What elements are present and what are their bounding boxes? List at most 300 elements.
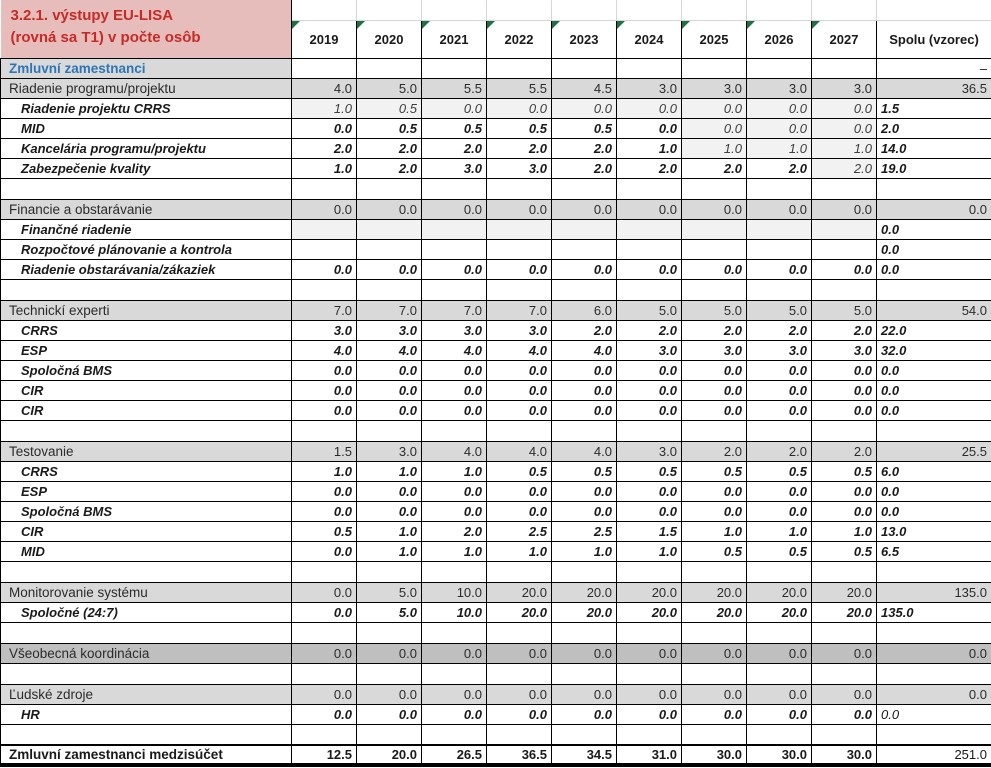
header-strip-cell[interactable] [357,0,422,20]
year-value-cell[interactable]: 2.0 [812,158,877,178]
year-value-cell[interactable]: 4.0 [422,441,487,461]
year-value-cell[interactable]: 3.0 [747,340,812,360]
year-value-cell[interactable] [357,420,422,441]
year-value-cell[interactable]: 1.0 [487,541,552,561]
year-value-cell[interactable]: 0.0 [812,481,877,501]
year-value-cell[interactable]: 0.0 [617,199,682,219]
year-value-cell[interactable]: 0.0 [682,259,747,279]
year-value-cell[interactable]: 2.0 [747,158,812,178]
year-value-cell[interactable]: 2.0 [747,441,812,461]
header-strip-cell[interactable] [877,0,991,20]
row-label[interactable]: Riadenie programu/projektu [1,78,292,98]
year-value-cell[interactable] [422,219,487,239]
total-value-cell[interactable]: 0.0 [877,704,991,724]
year-value-cell[interactable] [292,239,357,259]
total-value-cell[interactable] [877,561,991,582]
total-header-cell[interactable] [877,20,991,58]
empty-cell[interactable] [1,622,292,643]
year-value-cell[interactable]: 5.0 [357,78,422,98]
year-value-cell[interactable]: 1.0 [292,98,357,118]
year-value-cell[interactable] [487,178,552,199]
year-value-cell[interactable]: 0.5 [357,98,422,118]
year-header-cell[interactable] [292,20,357,58]
year-value-cell[interactable] [812,239,877,259]
year-value-cell[interactable]: 3.0 [292,320,357,340]
year-value-cell[interactable]: 3.0 [747,78,812,98]
total-value-cell[interactable]: – [877,58,991,78]
year-value-cell[interactable]: 1.0 [422,541,487,561]
year-value-cell[interactable]: 30.0 [812,745,877,765]
year-value-cell[interactable] [487,219,552,239]
year-value-cell[interactable]: 4.0 [487,340,552,360]
year-value-cell[interactable]: 0.0 [812,684,877,704]
year-value-cell[interactable]: 0.0 [617,259,682,279]
year-value-cell[interactable]: 2.0 [552,158,617,178]
year-value-cell[interactable]: 0.0 [292,602,357,622]
year-value-cell[interactable] [357,724,422,745]
year-value-cell[interactable]: 1.0 [812,138,877,158]
year-value-cell[interactable] [422,239,487,259]
year-value-cell[interactable]: 0.0 [292,501,357,521]
year-value-cell[interactable]: 4.5 [552,78,617,98]
year-value-cell[interactable]: 30.0 [682,745,747,765]
year-value-cell[interactable] [422,279,487,300]
year-value-cell[interactable]: 0.0 [682,643,747,663]
total-value-cell[interactable]: 0.0 [877,400,991,420]
year-value-cell[interactable]: 0.5 [552,118,617,138]
year-value-cell[interactable] [747,724,812,745]
year-value-cell[interactable]: 4.0 [292,78,357,98]
year-value-cell[interactable]: 0.0 [357,481,422,501]
row-label[interactable]: Zabezpečenie kvality [1,158,292,178]
year-value-cell[interactable] [552,561,617,582]
year-value-cell[interactable] [357,663,422,684]
year-value-cell[interactable] [682,420,747,441]
year-value-cell[interactable]: 0.0 [552,360,617,380]
year-value-cell[interactable]: 4.0 [487,441,552,461]
year-value-cell[interactable] [552,663,617,684]
year-value-cell[interactable]: 0.0 [617,704,682,724]
header-strip-cell[interactable] [812,0,877,20]
year-value-cell[interactable]: 0.0 [682,380,747,400]
year-value-cell[interactable]: 0.0 [357,704,422,724]
row-label[interactable]: Riadenie projektu CRRS [1,98,292,118]
year-value-cell[interactable]: 1.0 [357,541,422,561]
row-label[interactable]: Spoločná BMS [1,360,292,380]
year-value-cell[interactable]: 0.0 [357,199,422,219]
year-value-cell[interactable] [357,178,422,199]
year-value-cell[interactable]: 0.0 [422,380,487,400]
year-value-cell[interactable]: 0.0 [747,481,812,501]
year-value-cell[interactable]: 0.0 [682,360,747,380]
total-value-cell[interactable]: 6.0 [877,461,991,481]
year-value-cell[interactable]: 3.0 [812,78,877,98]
row-label[interactable]: CIR [1,521,292,541]
year-value-cell[interactable] [487,724,552,745]
table-title-cell[interactable] [1,0,292,58]
year-value-cell[interactable]: 0.0 [487,360,552,380]
year-value-cell[interactable]: 0.0 [357,684,422,704]
year-value-cell[interactable]: 0.0 [487,380,552,400]
year-value-cell[interactable]: 4.0 [552,441,617,461]
year-value-cell[interactable]: 0.0 [552,704,617,724]
year-value-cell[interactable]: 6.0 [552,300,617,320]
year-value-cell[interactable]: 0.0 [292,118,357,138]
year-value-cell[interactable] [292,420,357,441]
year-value-cell[interactable]: 0.0 [812,643,877,663]
year-value-cell[interactable]: 0.0 [422,360,487,380]
year-value-cell[interactable]: 1.0 [682,521,747,541]
year-value-cell[interactable]: 5.5 [422,78,487,98]
year-value-cell[interactable]: 1.0 [747,138,812,158]
year-value-cell[interactable]: 0.5 [487,118,552,138]
year-value-cell[interactable] [487,420,552,441]
year-value-cell[interactable]: 0.0 [487,501,552,521]
year-value-cell[interactable] [812,58,877,78]
year-value-cell[interactable]: 5.0 [682,300,747,320]
year-value-cell[interactable]: 3.0 [422,320,487,340]
row-label[interactable]: ESP [1,481,292,501]
year-value-cell[interactable] [552,178,617,199]
total-value-cell[interactable]: 2.0 [877,118,991,138]
year-value-cell[interactable]: 5.5 [487,78,552,98]
year-header-cell[interactable] [487,20,552,58]
year-value-cell[interactable]: 0.0 [487,704,552,724]
year-value-cell[interactable]: 0.0 [617,360,682,380]
year-value-cell[interactable]: 0.0 [487,481,552,501]
year-value-cell[interactable]: 0.0 [552,199,617,219]
year-value-cell[interactable] [552,219,617,239]
row-label[interactable]: Testovanie [1,441,292,461]
year-value-cell[interactable]: 2.0 [487,138,552,158]
year-value-cell[interactable]: 7.0 [422,300,487,320]
year-value-cell[interactable]: 0.0 [292,684,357,704]
year-value-cell[interactable]: 20.0 [357,745,422,765]
year-value-cell[interactable]: 20.0 [812,582,877,602]
year-value-cell[interactable]: 0.0 [292,704,357,724]
header-strip-cell[interactable] [617,0,682,20]
year-value-cell[interactable]: 0.0 [747,684,812,704]
year-value-cell[interactable]: 0.0 [747,118,812,138]
year-value-cell[interactable]: 0.0 [422,199,487,219]
year-value-cell[interactable]: 0.0 [747,199,812,219]
year-value-cell[interactable]: 0.0 [682,481,747,501]
year-value-cell[interactable] [747,420,812,441]
year-value-cell[interactable]: 0.0 [812,98,877,118]
year-value-cell[interactable]: 0.0 [747,400,812,420]
year-value-cell[interactable] [617,561,682,582]
year-value-cell[interactable]: 0.0 [552,259,617,279]
total-value-cell[interactable] [877,178,991,199]
year-value-cell[interactable]: 0.0 [552,400,617,420]
total-value-cell[interactable] [877,663,991,684]
total-value-cell[interactable] [877,622,991,643]
total-value-cell[interactable]: 135.0 [877,582,991,602]
year-value-cell[interactable] [617,724,682,745]
year-value-cell[interactable] [552,58,617,78]
total-value-cell[interactable]: 0.0 [877,481,991,501]
row-label[interactable]: Technickí experti [1,300,292,320]
year-value-cell[interactable] [357,622,422,643]
year-value-cell[interactable] [357,58,422,78]
year-value-cell[interactable]: 0.5 [812,541,877,561]
year-header-cell[interactable] [682,20,747,58]
empty-cell[interactable] [1,561,292,582]
year-value-cell[interactable] [812,724,877,745]
total-value-cell[interactable]: 135.0 [877,602,991,622]
year-value-cell[interactable]: 1.0 [812,521,877,541]
year-value-cell[interactable]: 0.5 [422,118,487,138]
year-value-cell[interactable]: 26.5 [422,745,487,765]
year-value-cell[interactable] [682,663,747,684]
year-value-cell[interactable] [617,663,682,684]
year-value-cell[interactable]: 0.0 [682,98,747,118]
year-value-cell[interactable]: 0.5 [292,521,357,541]
year-value-cell[interactable]: 0.0 [292,541,357,561]
year-value-cell[interactable]: 20.0 [552,602,617,622]
year-value-cell[interactable] [747,663,812,684]
year-value-cell[interactable] [617,58,682,78]
year-value-cell[interactable] [747,178,812,199]
year-header-cell[interactable] [812,20,877,58]
year-value-cell[interactable]: 20.0 [617,582,682,602]
year-value-cell[interactable] [747,561,812,582]
year-value-cell[interactable]: 0.0 [617,643,682,663]
year-value-cell[interactable]: 0.0 [487,98,552,118]
total-value-cell[interactable] [877,279,991,300]
total-value-cell[interactable]: 0.0 [877,199,991,219]
year-value-cell[interactable]: 0.0 [487,400,552,420]
year-value-cell[interactable]: 0.0 [292,259,357,279]
year-value-cell[interactable]: 0.0 [357,643,422,663]
year-value-cell[interactable]: 0.0 [812,118,877,138]
year-value-cell[interactable] [422,724,487,745]
year-value-cell[interactable]: 0.0 [357,380,422,400]
year-value-cell[interactable]: 0.0 [617,400,682,420]
year-value-cell[interactable] [487,279,552,300]
year-value-cell[interactable]: 7.0 [292,300,357,320]
year-value-cell[interactable]: 0.5 [357,118,422,138]
year-value-cell[interactable] [292,561,357,582]
year-value-cell[interactable] [422,58,487,78]
year-value-cell[interactable]: 1.0 [552,541,617,561]
total-value-cell[interactable]: 251.0 [877,745,991,765]
total-value-cell[interactable]: 6.5 [877,541,991,561]
row-label[interactable]: ESP [1,340,292,360]
year-value-cell[interactable]: 20.0 [617,602,682,622]
year-value-cell[interactable]: 0.0 [617,118,682,138]
year-value-cell[interactable]: 0.0 [812,380,877,400]
year-value-cell[interactable] [487,239,552,259]
year-value-cell[interactable] [292,724,357,745]
year-value-cell[interactable]: 2.0 [617,158,682,178]
year-value-cell[interactable]: 2.0 [552,138,617,158]
row-label[interactable]: Spoločné (24:7) [1,602,292,622]
year-value-cell[interactable]: 0.0 [812,501,877,521]
year-value-cell[interactable]: 2.0 [812,320,877,340]
year-value-cell[interactable] [357,239,422,259]
empty-cell[interactable] [1,420,292,441]
header-strip-cell[interactable] [682,0,747,20]
year-value-cell[interactable] [552,622,617,643]
total-value-cell[interactable]: 54.0 [877,300,991,320]
total-value-cell[interactable]: 0.0 [877,219,991,239]
year-value-cell[interactable] [422,178,487,199]
year-value-cell[interactable] [747,239,812,259]
year-value-cell[interactable] [552,279,617,300]
year-value-cell[interactable] [292,58,357,78]
year-value-cell[interactable]: 0.5 [552,461,617,481]
year-value-cell[interactable]: 0.0 [422,684,487,704]
header-strip-cell[interactable] [487,0,552,20]
year-value-cell[interactable] [682,178,747,199]
year-value-cell[interactable]: 0.0 [487,199,552,219]
year-value-cell[interactable] [617,279,682,300]
row-label[interactable]: CIR [1,380,292,400]
row-label[interactable]: HR [1,704,292,724]
year-value-cell[interactable]: 0.0 [747,704,812,724]
year-value-cell[interactable]: 0.5 [487,461,552,481]
year-value-cell[interactable]: 0.0 [812,360,877,380]
year-value-cell[interactable]: 0.0 [617,501,682,521]
year-value-cell[interactable]: 0.0 [357,259,422,279]
year-value-cell[interactable]: 34.5 [552,745,617,765]
year-value-cell[interactable]: 0.5 [747,541,812,561]
year-value-cell[interactable]: 3.0 [357,441,422,461]
year-value-cell[interactable]: 0.5 [682,461,747,481]
year-value-cell[interactable]: 0.0 [292,400,357,420]
total-value-cell[interactable]: 36.5 [877,78,991,98]
year-header-cell[interactable] [617,20,682,58]
year-value-cell[interactable]: 4.0 [292,340,357,360]
year-value-cell[interactable]: 12.5 [292,745,357,765]
year-value-cell[interactable]: 2.0 [682,158,747,178]
total-value-cell[interactable]: 1.5 [877,98,991,118]
year-value-cell[interactable]: 0.0 [682,704,747,724]
header-strip-cell[interactable] [747,0,812,20]
row-label[interactable]: CRRS [1,320,292,340]
year-value-cell[interactable] [357,219,422,239]
year-value-cell[interactable]: 3.0 [617,441,682,461]
year-header-cell[interactable] [747,20,812,58]
total-value-cell[interactable]: 0.0 [877,501,991,521]
year-value-cell[interactable]: 0.0 [747,360,812,380]
total-value-cell[interactable]: 0.0 [877,259,991,279]
row-label[interactable]: CRRS [1,461,292,481]
total-value-cell[interactable]: 0.0 [877,360,991,380]
row-label[interactable]: MID [1,118,292,138]
year-value-cell[interactable]: 20.0 [682,582,747,602]
year-value-cell[interactable]: 0.5 [617,461,682,481]
year-value-cell[interactable] [422,420,487,441]
empty-cell[interactable] [1,724,292,745]
row-label[interactable]: Monitorovanie systému [1,582,292,602]
year-value-cell[interactable]: 0.0 [487,259,552,279]
year-value-cell[interactable] [292,279,357,300]
year-value-cell[interactable]: 2.0 [812,441,877,461]
year-value-cell[interactable] [682,561,747,582]
total-value-cell[interactable]: 32.0 [877,340,991,360]
year-header-cell[interactable] [357,20,422,58]
year-value-cell[interactable] [552,239,617,259]
year-value-cell[interactable]: 30.0 [747,745,812,765]
year-value-cell[interactable] [292,219,357,239]
year-value-cell[interactable]: 3.0 [617,340,682,360]
year-value-cell[interactable]: 20.0 [747,602,812,622]
year-value-cell[interactable]: 3.0 [487,320,552,340]
year-value-cell[interactable]: 0.0 [422,98,487,118]
year-value-cell[interactable]: 0.0 [747,98,812,118]
year-value-cell[interactable]: 5.0 [357,602,422,622]
year-value-cell[interactable]: 20.0 [487,602,552,622]
year-value-cell[interactable] [552,724,617,745]
year-value-cell[interactable]: 0.0 [292,643,357,663]
year-value-cell[interactable]: 0.0 [422,259,487,279]
year-value-cell[interactable]: 0.0 [682,118,747,138]
year-value-cell[interactable] [812,178,877,199]
year-value-cell[interactable]: 0.0 [747,643,812,663]
total-value-cell[interactable]: 0.0 [877,380,991,400]
year-value-cell[interactable]: 2.5 [487,521,552,541]
year-value-cell[interactable]: 2.0 [747,320,812,340]
year-value-cell[interactable]: 4.0 [357,340,422,360]
year-value-cell[interactable]: 20.0 [682,602,747,622]
year-value-cell[interactable]: 0.0 [292,582,357,602]
year-value-cell[interactable]: 4.0 [552,340,617,360]
year-value-cell[interactable] [292,178,357,199]
year-value-cell[interactable]: 1.0 [357,461,422,481]
year-header-cell[interactable] [422,20,487,58]
year-value-cell[interactable] [422,663,487,684]
year-value-cell[interactable]: 2.0 [422,138,487,158]
year-value-cell[interactable] [747,219,812,239]
year-value-cell[interactable] [812,663,877,684]
row-label[interactable]: Finančné riadenie [1,219,292,239]
year-value-cell[interactable]: 10.0 [422,602,487,622]
year-value-cell[interactable] [617,178,682,199]
year-value-cell[interactable] [552,420,617,441]
year-value-cell[interactable]: 5.0 [812,300,877,320]
year-value-cell[interactable]: 0.5 [747,461,812,481]
year-value-cell[interactable] [682,622,747,643]
year-value-cell[interactable] [422,622,487,643]
total-value-cell[interactable] [877,724,991,745]
year-value-cell[interactable] [617,622,682,643]
year-value-cell[interactable]: 2.0 [552,320,617,340]
year-value-cell[interactable]: 0.0 [422,400,487,420]
total-value-cell[interactable]: 22.0 [877,320,991,340]
total-value-cell[interactable]: 13.0 [877,521,991,541]
year-value-cell[interactable] [617,219,682,239]
row-label[interactable]: CIR [1,400,292,420]
year-value-cell[interactable]: 1.0 [617,138,682,158]
year-value-cell[interactable]: 0.0 [552,643,617,663]
year-value-cell[interactable] [747,622,812,643]
year-value-cell[interactable]: 2.0 [357,158,422,178]
row-label[interactable]: Zmluvní zamestnanci medzisúčet [1,745,292,765]
year-value-cell[interactable]: 0.0 [552,684,617,704]
year-value-cell[interactable]: 0.0 [682,199,747,219]
year-value-cell[interactable]: 1.0 [357,521,422,541]
total-value-cell[interactable]: 25.5 [877,441,991,461]
row-label[interactable]: Všeobecná koordinácia [1,643,292,663]
year-value-cell[interactable] [487,58,552,78]
year-value-cell[interactable]: 0.0 [292,481,357,501]
year-value-cell[interactable]: 1.5 [292,441,357,461]
year-value-cell[interactable]: 0.5 [682,541,747,561]
year-value-cell[interactable] [617,420,682,441]
year-value-cell[interactable] [812,420,877,441]
